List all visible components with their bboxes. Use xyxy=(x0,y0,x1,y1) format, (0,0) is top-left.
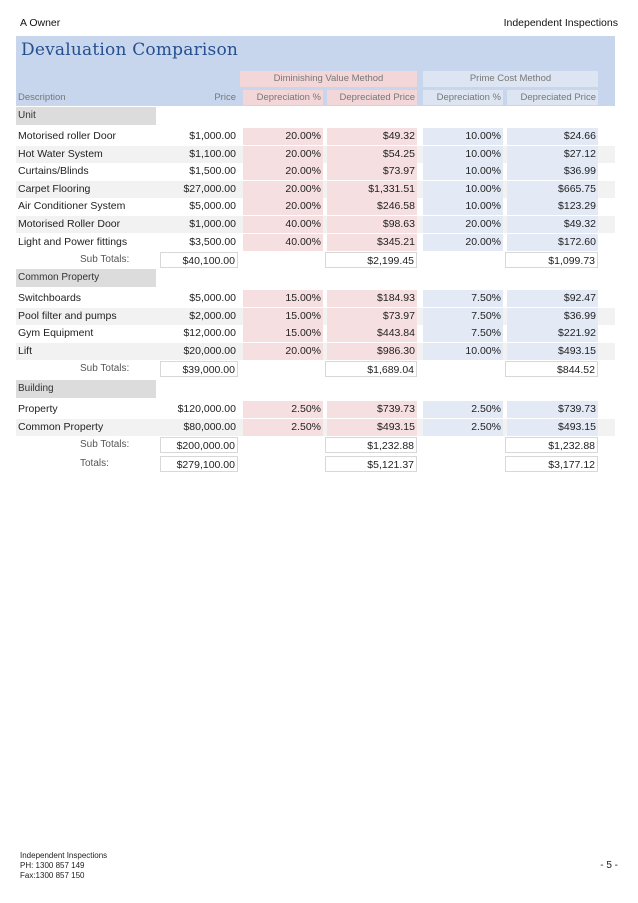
cell-pc-price: $92.47 xyxy=(507,290,598,307)
page-number: - 5 - xyxy=(600,860,618,871)
cell-pc-price: $49.32 xyxy=(507,216,598,233)
cell-pc-pct: 10.00% xyxy=(423,181,503,198)
cell-desc: Property xyxy=(18,403,58,415)
totals-row xyxy=(16,455,615,473)
cell-dv-price: $246.58 xyxy=(327,198,417,215)
cell-pc-price: $493.15 xyxy=(507,419,598,436)
cell-pc-pct: 7.50% xyxy=(423,308,503,325)
cell-desc: Motorised roller Door xyxy=(18,130,117,142)
company-name: Independent Inspections xyxy=(503,17,618,29)
cell-desc: Lift xyxy=(18,344,33,357)
cell-pc-price: $123.29 xyxy=(507,198,598,215)
table-row xyxy=(16,181,615,198)
cell-dv-price: $184.93 xyxy=(327,290,417,307)
page-footer xyxy=(20,851,107,881)
subtotal-dv-price: $1,232.88 xyxy=(325,437,417,453)
cell-price: $20,000.00 xyxy=(183,344,236,357)
subtotal-dv-price: $2,199.45 xyxy=(325,252,417,268)
cell-price: $120,000.00 xyxy=(177,403,236,415)
column-header-dv-depreciation-pct: Depreciation % xyxy=(243,90,323,105)
subtotal-pc-price: $844.52 xyxy=(505,361,598,377)
cell-dv-price: $345.21 xyxy=(327,234,417,251)
footer-phone: PH: 1300 857 149 xyxy=(20,861,85,870)
cell-pc-pct: 20.00% xyxy=(423,216,503,233)
cell-dv-price: $493.15 xyxy=(327,419,417,436)
cell-price: $1,500.00 xyxy=(189,165,236,178)
section-label: Building xyxy=(16,380,156,398)
cell-dv-pct: 15.00% xyxy=(243,308,323,325)
section-label: Unit xyxy=(16,107,156,125)
cell-dv-price: $1,331.51 xyxy=(327,181,417,198)
cell-dv-pct: 20.00% xyxy=(243,128,323,145)
cell-dv-price: $98.63 xyxy=(327,216,417,233)
column-header-pc-depreciation-pct: Depreciation % xyxy=(423,90,503,105)
subtotal-pc-price: $1,099.73 xyxy=(505,252,598,268)
cell-pc-price: $36.99 xyxy=(507,308,598,325)
cell-pc-pct: 10.00% xyxy=(423,128,503,145)
subtotal-price: $39,000.00 xyxy=(160,361,238,377)
cell-dv-pct: 15.00% xyxy=(243,325,323,342)
cell-dv-pct: 2.50% xyxy=(243,419,323,436)
cell-dv-pct: 20.00% xyxy=(243,343,323,360)
page-header xyxy=(20,17,618,33)
totals-dv-price: $5,121.37 xyxy=(325,456,417,472)
cell-price: $1,100.00 xyxy=(189,147,236,160)
cell-price: $1,000.00 xyxy=(189,130,236,142)
subtotal-label: Sub Totals: xyxy=(80,438,130,450)
cell-pc-price: $36.99 xyxy=(507,163,598,180)
totals-label: Totals: xyxy=(80,458,109,469)
cell-desc: Light and Power fittings xyxy=(18,235,128,248)
cell-dv-price: $54.25 xyxy=(327,146,417,163)
cell-price: $2,000.00 xyxy=(189,309,236,322)
cell-pc-pct: 7.50% xyxy=(423,290,503,307)
cell-price: $3,500.00 xyxy=(189,235,236,248)
totals-pc-price: $3,177.12 xyxy=(505,456,598,472)
cell-pc-price: $221.92 xyxy=(507,325,598,342)
cell-dv-pct: 40.00% xyxy=(243,234,323,251)
page-title: Devaluation Comparison xyxy=(21,40,239,60)
cell-dv-price: $739.73 xyxy=(327,401,417,418)
table-row xyxy=(16,343,615,360)
cell-desc: Common Property xyxy=(18,420,104,433)
cell-desc: Carpet Flooring xyxy=(18,182,91,195)
cell-pc-price: $739.73 xyxy=(507,401,598,418)
subtotal-price: $200,000.00 xyxy=(160,437,238,453)
cell-desc: Gym Equipment xyxy=(18,327,94,340)
diminishing-value-method-header: Diminishing Value Method xyxy=(240,71,417,87)
cell-desc: Air Conditioner System xyxy=(18,200,126,213)
cell-dv-pct: 15.00% xyxy=(243,290,323,307)
cell-desc: Pool filter and pumps xyxy=(18,309,117,322)
subtotal-price: $40,100.00 xyxy=(160,252,238,268)
cell-pc-pct: 10.00% xyxy=(423,163,503,180)
cell-dv-price: $49.32 xyxy=(327,128,417,145)
cell-dv-pct: 40.00% xyxy=(243,216,323,233)
table-row xyxy=(16,216,615,233)
cell-desc: Switchboards xyxy=(18,292,82,304)
cell-pc-pct: 2.50% xyxy=(423,401,503,418)
cell-pc-price: $27.12 xyxy=(507,146,598,163)
cell-pc-pct: 10.00% xyxy=(423,146,503,163)
table-row xyxy=(16,401,615,418)
cell-price: $12,000.00 xyxy=(183,327,236,340)
table-row xyxy=(16,419,615,436)
column-header-dv-depreciated-price: Depreciated Price xyxy=(327,90,417,105)
cell-dv-pct: 20.00% xyxy=(243,146,323,163)
cell-pc-pct: 20.00% xyxy=(423,234,503,251)
title-bar xyxy=(16,36,615,68)
cell-dv-price: $73.97 xyxy=(327,163,417,180)
subtotal-row xyxy=(16,436,615,454)
cell-pc-pct: 10.00% xyxy=(423,343,503,360)
cell-dv-pct: 20.00% xyxy=(243,181,323,198)
cell-pc-price: $493.15 xyxy=(507,343,598,360)
cell-pc-price: $665.75 xyxy=(507,181,598,198)
footer-fax: Fax:1300 857 150 xyxy=(20,871,85,880)
table-row xyxy=(16,234,615,251)
table-row xyxy=(16,325,615,342)
cell-pc-pct: 10.00% xyxy=(423,198,503,215)
cell-dv-price: $443.84 xyxy=(327,325,417,342)
table-row xyxy=(16,128,615,145)
section-label: Common Property xyxy=(16,269,156,287)
cell-desc: Motorised Roller Door xyxy=(18,218,121,230)
subtotal-dv-price: $1,689.04 xyxy=(325,361,417,377)
column-header-description: Description xyxy=(18,92,66,103)
footer-company: Independent Inspections xyxy=(20,851,108,860)
cell-price: $5,000.00 xyxy=(189,200,236,213)
cell-dv-pct: 20.00% xyxy=(243,163,323,180)
cell-price: $27,000.00 xyxy=(183,182,236,195)
cell-price: $80,000.00 xyxy=(183,420,236,433)
subtotal-pc-price: $1,232.88 xyxy=(505,437,598,453)
table-row xyxy=(16,290,615,307)
cell-dv-price: $73.97 xyxy=(327,308,417,325)
cell-price: $1,000.00 xyxy=(189,218,236,230)
cell-dv-pct: 20.00% xyxy=(243,198,323,215)
cell-desc: Curtains/Blinds xyxy=(18,165,89,178)
table-row xyxy=(16,163,615,180)
owner-name: A Owner xyxy=(20,17,61,29)
subtotal-row xyxy=(16,251,615,269)
column-header-price: Price xyxy=(214,92,236,103)
cell-pc-price: $172.60 xyxy=(507,234,598,251)
cell-pc-price: $24.66 xyxy=(507,128,598,145)
totals-price: $279,100.00 xyxy=(160,456,238,472)
subtotal-label: Sub Totals: xyxy=(80,253,130,265)
cell-pc-pct: 7.50% xyxy=(423,325,503,342)
column-header-pc-depreciated-price: Depreciated Price xyxy=(507,90,598,105)
prime-cost-method-header: Prime Cost Method xyxy=(423,71,598,87)
table-row xyxy=(16,146,615,163)
subtotal-label: Sub Totals: xyxy=(80,362,130,374)
cell-pc-pct: 2.50% xyxy=(423,419,503,436)
cell-desc: Hot Water System xyxy=(18,147,103,160)
table-row xyxy=(16,198,615,215)
table-row xyxy=(16,308,615,325)
cell-dv-pct: 2.50% xyxy=(243,401,323,418)
subtotal-row xyxy=(16,360,615,378)
cell-price: $5,000.00 xyxy=(189,292,236,304)
cell-dv-price: $986.30 xyxy=(327,343,417,360)
